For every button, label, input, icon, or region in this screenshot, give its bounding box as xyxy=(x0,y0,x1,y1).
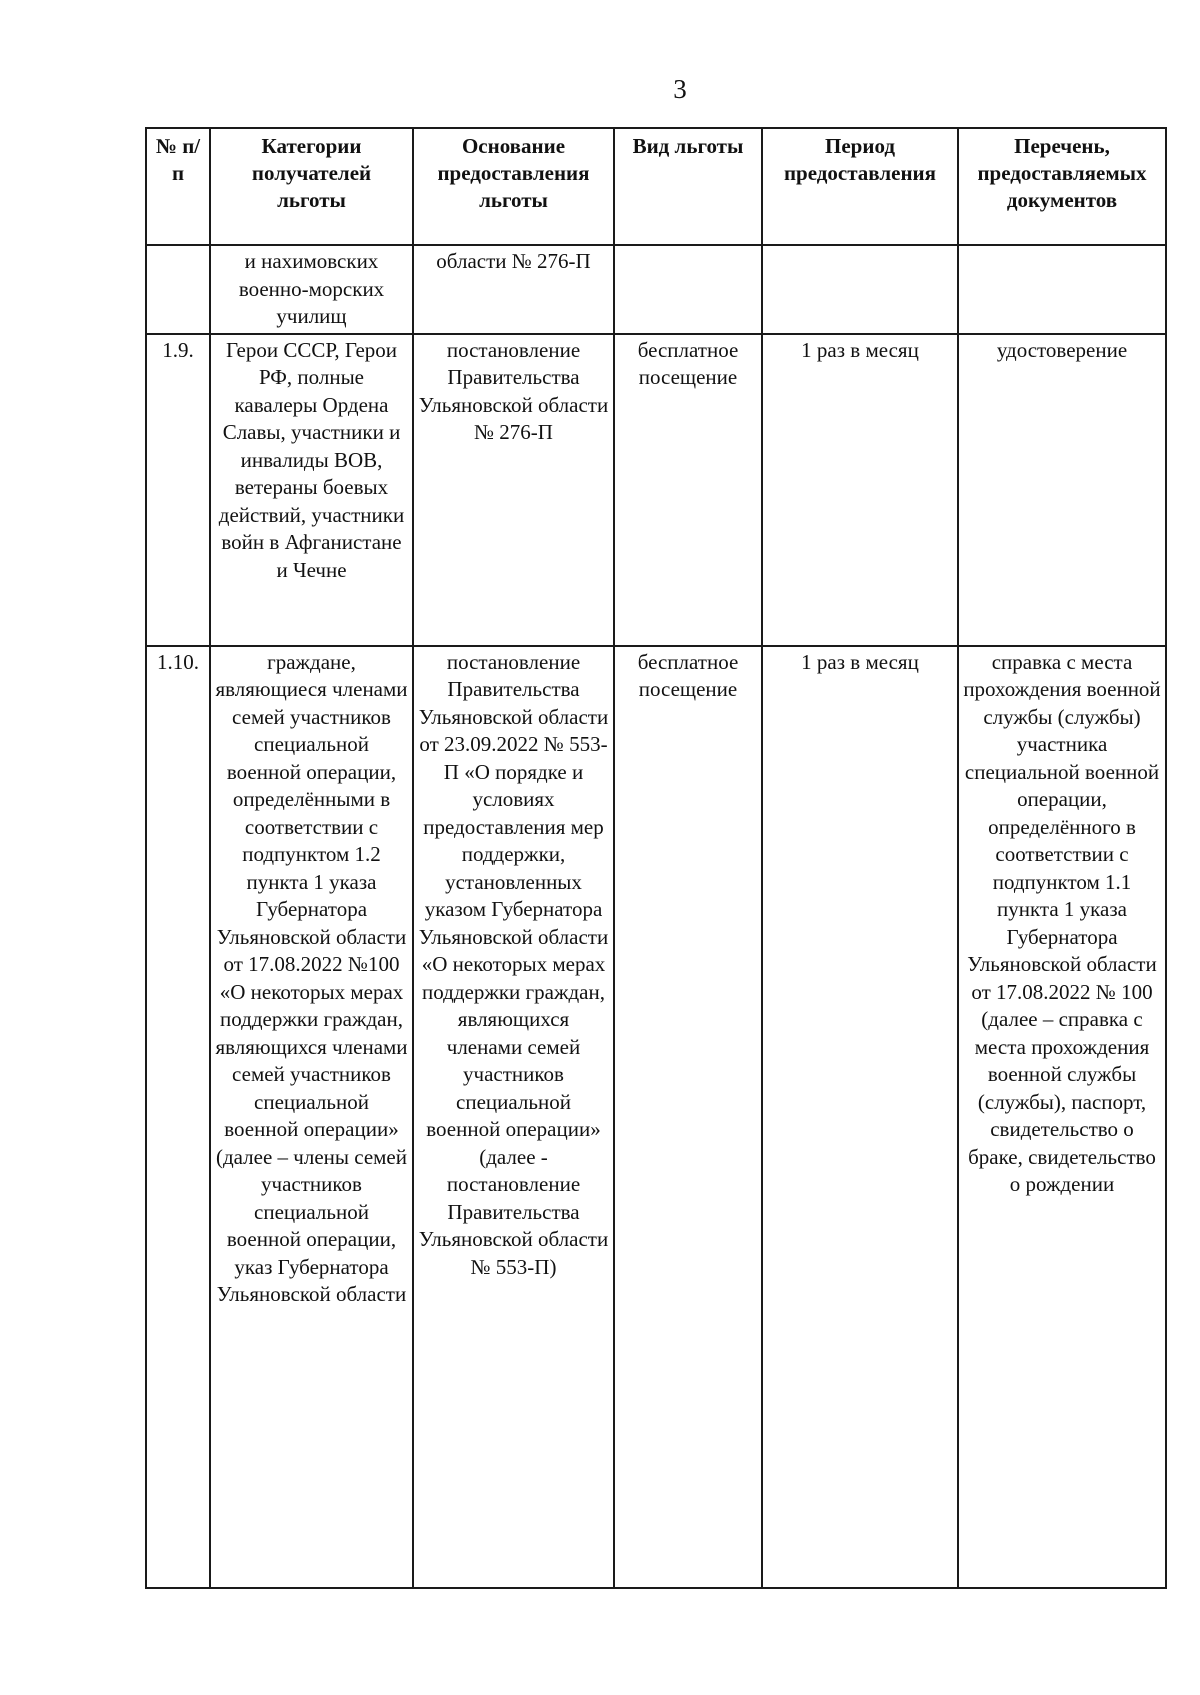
header-category: Категории получателей льготы xyxy=(210,128,413,245)
row-documents: справка с места прохождения военной службы (службы) участника специальной военной операции, определённого в соответствии с подпунктом 1.1 пункта 1 указа Губернатора Ульяновской области от 17.08.2022 № 100 (далее – справка с места прохождения военной службы (службы), паспорт, свидетельство о браке, свидетельство о рождении xyxy=(958,646,1166,1588)
header-period: Период предоставления xyxy=(762,128,958,245)
header-basis: Основание предоставления льготы xyxy=(413,128,614,245)
row-documents xyxy=(958,245,1166,334)
page-number: 3 xyxy=(673,74,687,104)
row-basis: постановление Правительства Ульяновской области № 276-П xyxy=(413,334,614,646)
row-basis: постановление Правительства Ульяновской области от 23.09.2022 № 553-П «О порядке и условиях предоставления мер поддержки, установленных указом Губернатора Ульяновской области «О некоторых мерах поддержки граждан, являющихся членами семей участников специальной военной операции» (далее - постановление Правительства Ульяновской области № 553-П) xyxy=(413,646,614,1588)
row-number: 1.10. xyxy=(146,646,210,1588)
table-header-row xyxy=(146,128,1166,245)
row-period: 1 раз в месяц xyxy=(762,646,958,1588)
row-number xyxy=(146,245,210,334)
row-category: граждане, являющиеся членами семей участников специальной военной операции, определёнными в соответствии с подпунктом 1.2 пункта 1 указа Губернатора Ульяновской области от 17.08.2022 №100 «О некоторых мерах поддержки граждан, являющихся членами семей участников специальной военной операции» (далее – члены семей участников специальной военной операции, указ Губернатора Ульяновской области xyxy=(210,646,413,1588)
row-benefit-type: бесплатное посещение xyxy=(614,334,762,646)
row-category: и нахимовских военно-морских училищ xyxy=(210,245,413,334)
row-number: 1.9. xyxy=(146,334,210,646)
header-benefit-type: Вид льготы xyxy=(614,128,762,245)
row-documents: удостоверение xyxy=(958,334,1166,646)
row-period xyxy=(762,245,958,334)
table-row xyxy=(146,245,1166,334)
header-number: № п/п xyxy=(146,128,210,245)
row-period: 1 раз в месяц xyxy=(762,334,958,646)
table-row xyxy=(146,334,1166,646)
row-benefit-type xyxy=(614,245,762,334)
row-category: Герои СССР, Герои РФ, полные кавалеры Ордена Славы, участники и инвалиды ВОВ, ветераны боевых действий, участники войн в Афганистане и Чечне xyxy=(210,334,413,646)
row-basis: области № 276-П xyxy=(413,245,614,334)
row-benefit-type: бесплатное посещение xyxy=(614,646,762,1588)
header-documents: Перечень, предоставляемых документов xyxy=(958,128,1166,245)
table-row xyxy=(146,646,1166,1588)
benefits-table xyxy=(145,127,1167,1589)
